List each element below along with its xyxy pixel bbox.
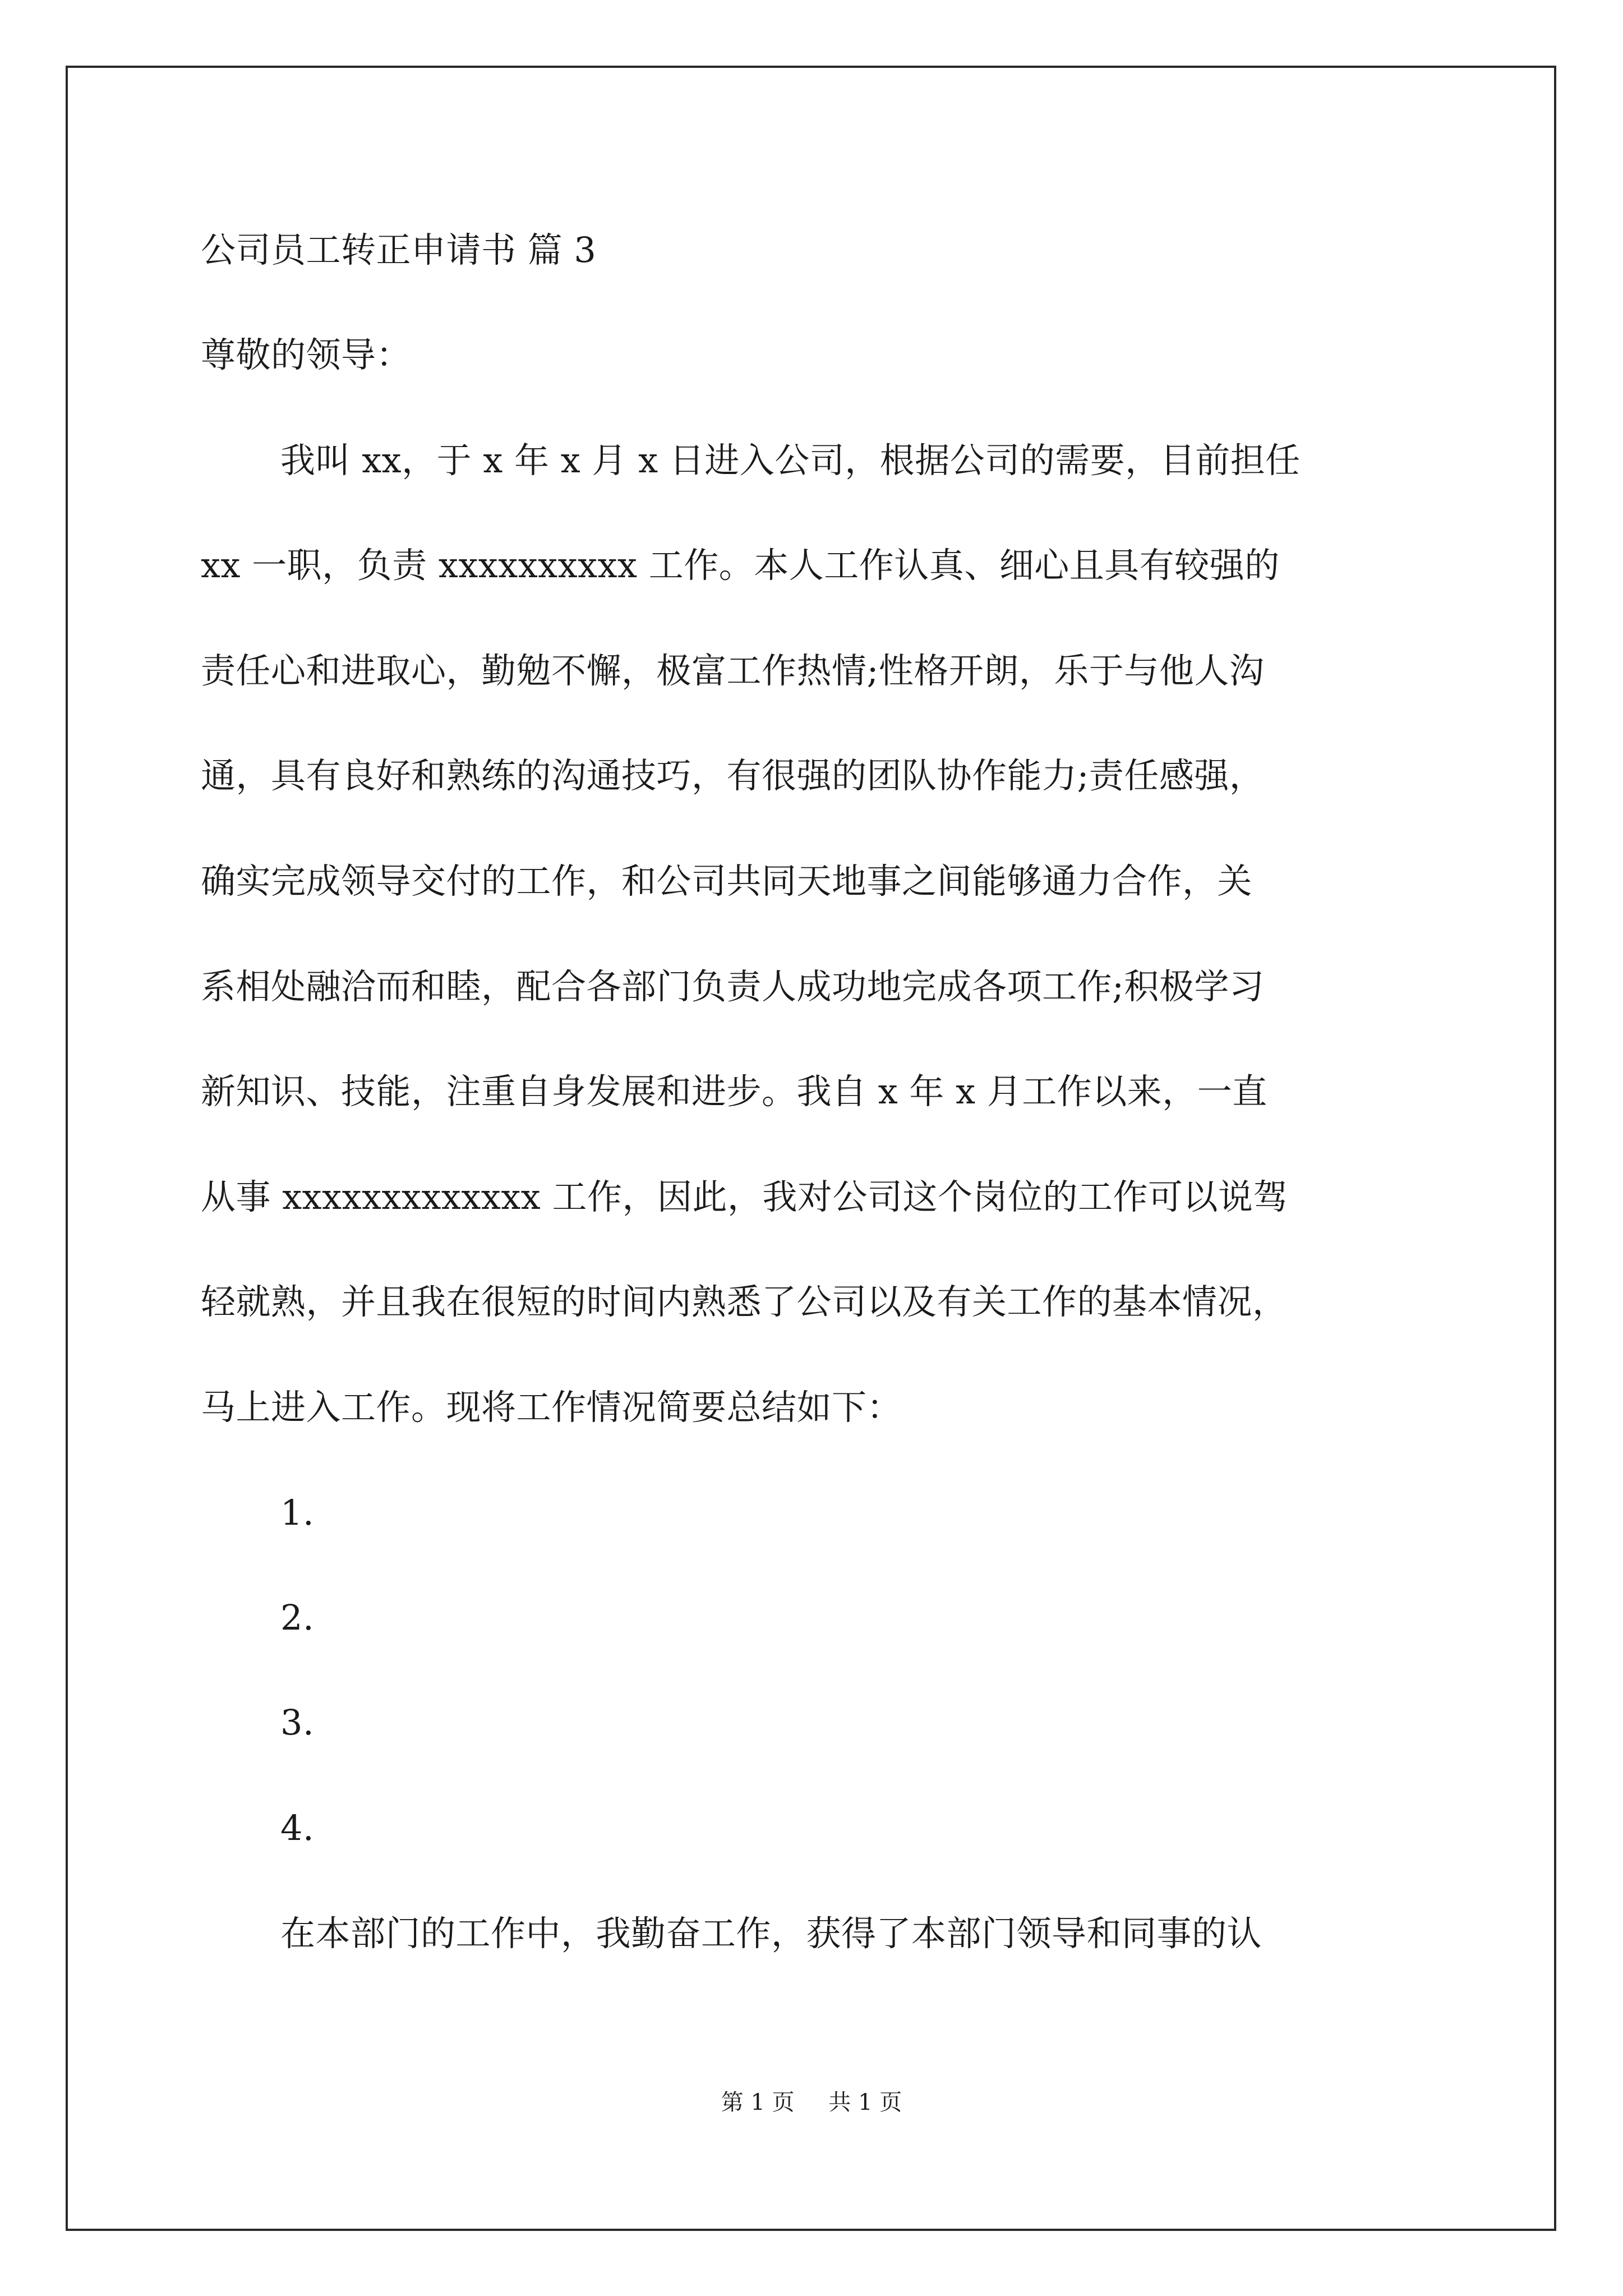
page-number: 第 1 页 [721, 2090, 795, 2115]
body-line: 新知识、技能，注重自身发展和进步。我自 x 年 x 月工作以来，一直 [201, 1071, 1267, 1112]
list-item: 4. [280, 1807, 315, 1848]
list-item: 3. [280, 1702, 315, 1743]
body-line: 我叫 xx，于 x 年 x 月 x 日进入公司，根据公司的需要，目前担任 [280, 440, 1301, 481]
body-line: xx 一职，负责 xxxxxxxxxx 工作。本人工作认真、细心且具有较强的 [201, 545, 1280, 586]
page-count: 共 1 页 [828, 2090, 902, 2115]
salutation: 尊敬的领导： [201, 334, 412, 375]
body-line: 系相处融洽而和睦，配合各部门负责人成功地完成各项工作;积极学习 [201, 966, 1265, 1007]
body-line: 通，具有良好和熟练的沟通技巧，有很强的团队协作能力;责任感强， [201, 755, 1265, 796]
body-line: 确实完成领导交付的工作，和公司共同天地事之间能够通力合作，关 [201, 861, 1253, 901]
body-line: 轻就熟，并且我在很短的时间内熟悉了公司以及有关工作的基本情况， [201, 1281, 1288, 1322]
body-line: 从事 xxxxxxxxxxxxx 工作，因此，我对公司这个岗位的工作可以说驾 [201, 1176, 1288, 1217]
list-item: 2. [280, 1597, 315, 1638]
page-footer [0, 2091, 1623, 2114]
closing-line: 在本部门的工作中，我勤奋工作，获得了本部门领导和同事的认 [280, 1913, 1262, 1954]
document-title: 公司员工转正申请书 篇 3 [201, 229, 597, 270]
body-line: 责任心和进取心，勤勉不懈，极富工作热情;性格开朗，乐于与他人沟 [201, 650, 1265, 691]
body-line: 马上进入工作。现将工作情况简要总结如下： [201, 1387, 902, 1428]
list-item: 1. [280, 1492, 315, 1533]
page-border [66, 66, 1556, 2231]
